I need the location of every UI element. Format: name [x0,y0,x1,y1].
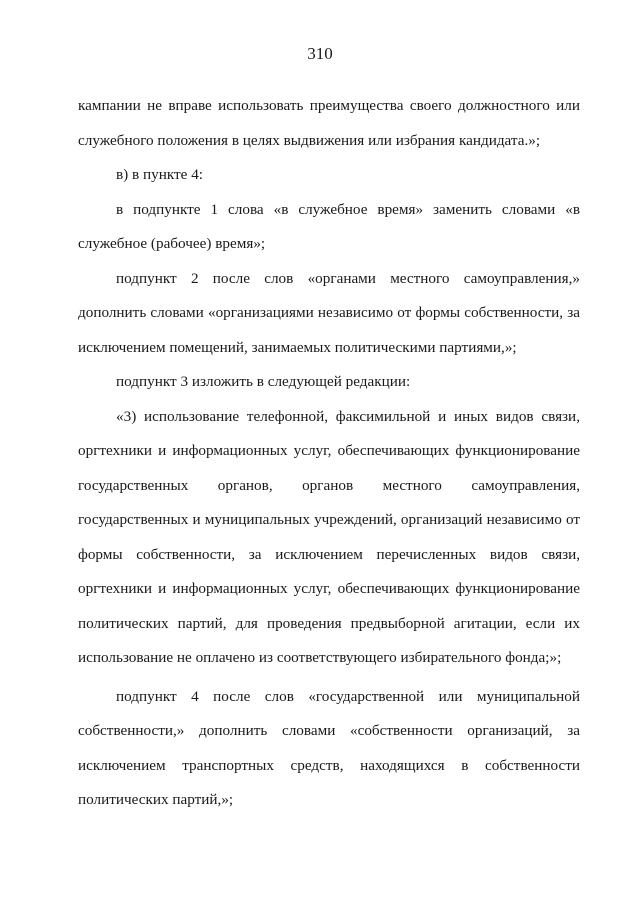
document-body [78,89,580,818]
paragraph-continuation: кампании не вправе использовать преимущества своего должностного или служебного положения в целях выдвижения или избрания кандидата.»; [78,97,580,149]
paragraph-subpoint-3-text: «3) использование телефонной, факсимильной и иных видов связи, оргтехники и информационных услуг, обеспечивающих функционирование государственных органов, органов местного самоуправления, государственных и муниципальных учреждений, организаций независимо от формы собственности, за исключением перечисленных видов связи, оргтехники и информационных услуг, обеспечивающих функционирование политических партий, для проведения предвыборной агитации, если их использование не оплачено из соответствующего избирательного фонда;»; [78,407,580,666]
paragraph-subpoint-3-intro: подпункт 3 изложить в следующей редакции: [116,373,411,390]
paragraph-subpoint-2: подпункт 2 после слов «органами местного самоуправления,» дополнить словами «организациями независимо от формы собственности, за исключением помещений, занимаемых политическими партиями,»; [78,269,580,356]
paragraph-subpoint-4: подпункт 4 после слов «государственной или муниципальной собственности,» дополнить словами «собственности организаций, за исключением транспортных средств, находящихся в собственности политических партий,»; [78,687,580,808]
page-number: 310 [307,44,333,63]
paragraph-item-v: в) в пункте 4: [116,166,204,183]
paragraph-subpoint-1: в подпункте 1 слова «в служебное время» заменить словами «в служебное (рабочее) время»; [78,200,580,252]
